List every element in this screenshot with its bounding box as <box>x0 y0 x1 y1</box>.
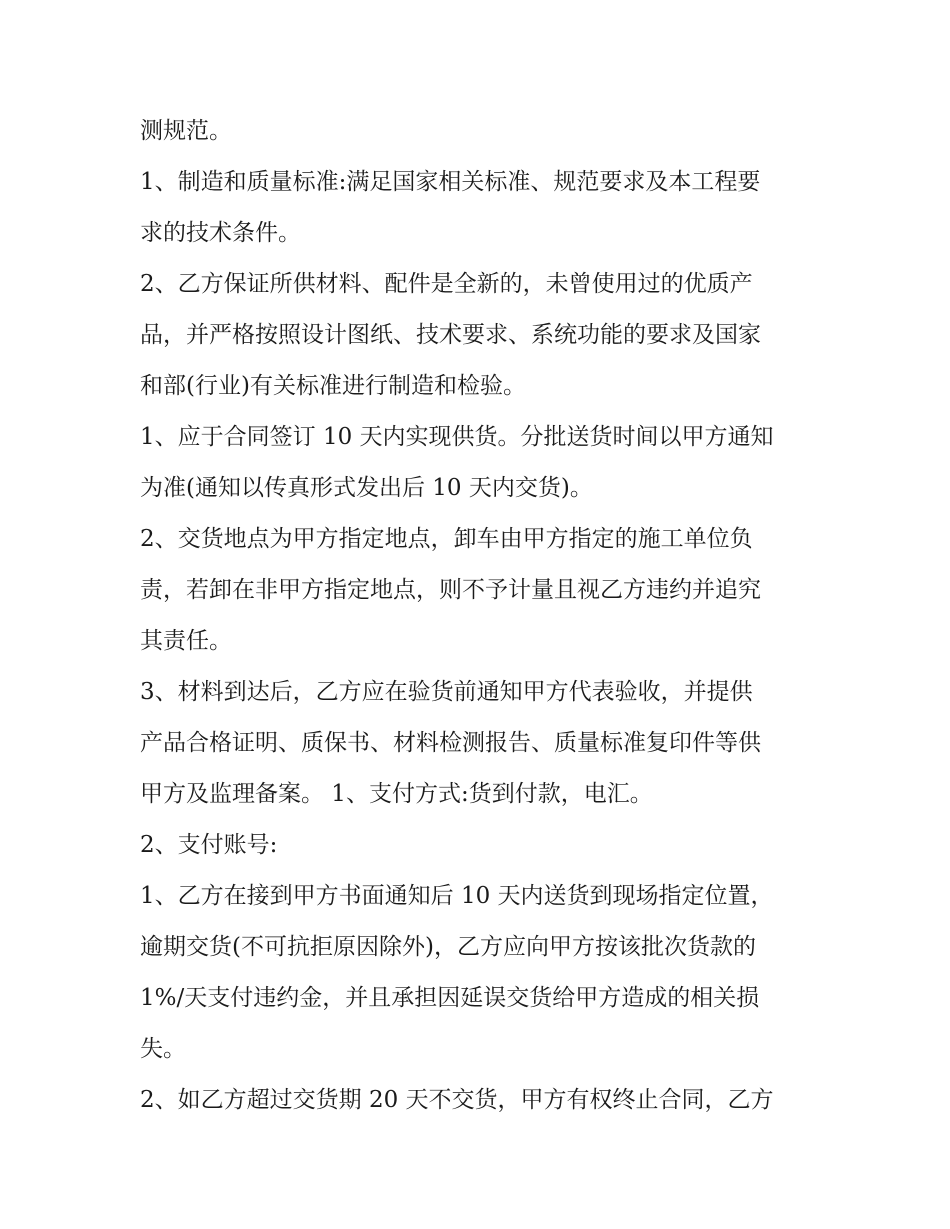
text-line: 2、乙方保证所供材料、配件是全新的，未曾使用过的优质产 <box>140 271 753 297</box>
text-line: 2、如乙方超过交货期 20 天不交货，甲方有权终止合同，乙方 <box>140 1087 774 1113</box>
text-line: 3、材料到达后，乙方应在验货前通知甲方代表验收，并提供 <box>140 679 753 705</box>
text-line: 逾期交货(不可抗拒原因除外)，乙方应向甲方按该批次货款的 <box>140 934 756 960</box>
text-line: 2、支付账号: <box>140 832 278 858</box>
text-line: 和部(行业)有关标准进行制造和检验。 <box>140 373 526 399</box>
text-line: 1、应于合同签订 10 天内实现供货。分批送货时间以甲方通知 <box>140 424 774 450</box>
text-line: 2、交货地点为甲方指定地点，卸车由甲方指定的施工单位负 <box>140 526 753 552</box>
text-line: 为准(通知以传真形式发出后 10 天内交货)。 <box>140 475 593 501</box>
text-line: 品，并严格按照设计图纸、技术要求、系统功能的要求及国家 <box>140 322 761 348</box>
text-line: 1、制造和质量标准:满足国家相关标准、规范要求及本工程要 <box>140 169 761 195</box>
text-line: 求的技术条件。 <box>140 220 301 246</box>
text-line: 测规范。 <box>140 118 232 144</box>
text-line: 产品合格证明、质保书、材料检测报告、质量标准复印件等供 <box>140 730 761 756</box>
text-line: 1%/天支付违约金，并且承担因延误交货给甲方造成的相关损 <box>140 985 760 1011</box>
text-line: 责，若卸在非甲方指定地点，则不予计量且视乙方违约并追究 <box>140 577 761 603</box>
text-line: 1、乙方在接到甲方书面通知后 10 天内送货到现场指定位置， <box>140 883 774 909</box>
text-line: 甲方及监理备案。 1、支付方式:货到付款，电汇。 <box>140 781 653 807</box>
text-line: 失。 <box>140 1036 186 1062</box>
document-body <box>140 106 820 1126</box>
text-line: 其责任。 <box>140 628 232 654</box>
